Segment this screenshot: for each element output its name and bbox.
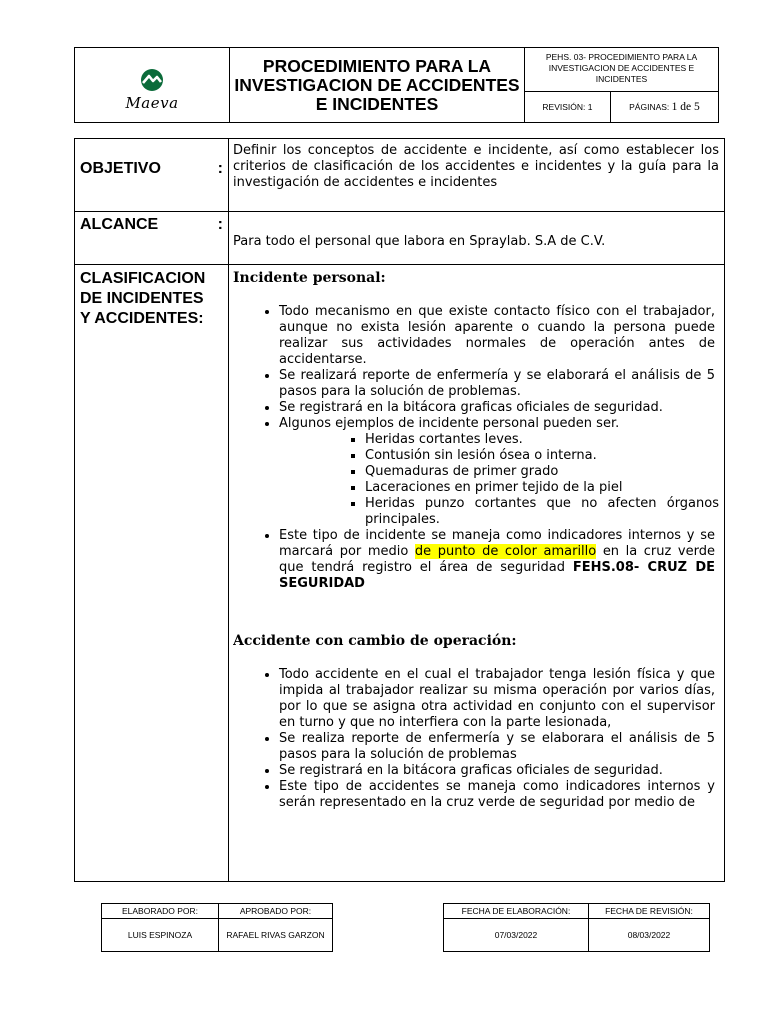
objetivo-label: OBJETIVO <box>80 160 161 177</box>
fecha-revision-label: FECHA DE REVISIÓN: <box>589 904 710 919</box>
alcance-text: Para todo el personal que labora en Spraylab. S.A de C.V. <box>233 234 606 249</box>
list-item: • Se registrará en la bitácora graficas oficiales de seguridad. <box>279 763 719 779</box>
objetivo-label-cell <box>75 139 229 212</box>
pages-value: 1 de 5 <box>671 101 700 113</box>
clasificacion-label-line2: DE INCIDENTES <box>80 290 204 307</box>
example-item: ▪ Quemaduras de primer grado <box>365 464 719 480</box>
document-code: PEHS. 03- PROCEDIMIENTO PARA LA INVESTIGACION DE ACCIDENTES E INCIDENTES <box>525 48 719 92</box>
fecha-elaboracion-label: FECHA DE ELABORACIÓN: <box>444 904 589 919</box>
accidente-heading: Accidente con cambio de operación: <box>233 633 517 649</box>
incidente-list-continued <box>233 528 719 592</box>
document-title: PROCEDIMIENTO PARA LA INVESTIGACION DE ACCIDENTES E INCIDENTES <box>230 48 525 123</box>
list-item: • Todo mecanismo en que existe contacto físico con el trabajador, aunque no exista lesión aparente o cuando la persona puede realizar sus actividades normales de operación antes de accidentarse. <box>279 304 719 368</box>
item-text-after: en la cruz verde que tendrá registro el área de seguridad <box>279 544 715 575</box>
form-reference: FEHS.08- CRUZ DE SEGURIDAD <box>279 560 716 591</box>
aprobado-label: APROBADO POR: <box>219 904 333 919</box>
revision-label: REVISIÓN: 1 <box>525 92 611 123</box>
alcance-cell <box>229 212 725 265</box>
alcance-colon: : <box>217 216 223 233</box>
item-text-before: Este tipo de incidente se maneja como indicadores internos y se marcará por medio <box>279 528 715 559</box>
list-item: • Este tipo de accidentes se maneja como indicadores internos y serán representado en la cruz verde de seguridad por medio de <box>279 779 719 811</box>
objetivo-text: Definir los conceptos de accidente e incidente, así como establecer los criterios de clasificación de los accidentes e incidentes y la guía para la investigación de accidentes e incidentes <box>229 139 725 212</box>
footer-dates-table <box>443 903 710 952</box>
clasificacion-label-cell <box>75 265 229 882</box>
incidente-heading: Incidente personal: <box>233 270 386 286</box>
document-header <box>74 47 719 123</box>
example-item: ▪ Heridas punzo cortantes que no afecten órganos principales. <box>365 496 719 528</box>
fecha-revision-value: 08/03/2022 <box>589 919 710 952</box>
list-item: • Se registrará en la bitácora graficas oficiales de seguridad. <box>279 400 719 416</box>
aprobado-value: RAFAEL RIVAS GARZON <box>219 919 333 952</box>
highlighted-text: de punto de color amarillo <box>414 544 597 559</box>
pages-cell <box>610 92 718 123</box>
list-item: • Todo accidente en el cual el trabajador tenga lesión física y que impida al trabajador realizar su misma operación por varios días, por lo que se asigna otra actividad en conjunto con el supervisor en turno y que no interfiera con la parte lesionada, <box>279 667 719 731</box>
incidente-list <box>233 304 719 432</box>
fecha-elaboracion-value: 07/03/2022 <box>444 919 589 952</box>
pages-label: PÁGINAS: <box>629 102 670 112</box>
alcance-label-cell <box>75 212 229 265</box>
example-item: ▪ Contusión sin lesión ósea o interna. <box>365 448 719 464</box>
elaborado-value: LUIS ESPINOZA <box>102 919 219 952</box>
logo-wordmark: Maeva <box>125 94 179 112</box>
maeva-logo-icon <box>139 68 165 92</box>
alcance-label: ALCANCE <box>80 216 159 233</box>
list-item: • Se realiza reporte de enfermería y se elaborara el análisis de 5 pasos para la solución de problemas <box>279 731 719 763</box>
list-item-highlighted <box>279 528 719 592</box>
logo-cell <box>75 48 230 123</box>
examples-list <box>233 432 719 528</box>
example-item: ▪ Laceraciones en primer tejido de la piel <box>365 480 719 496</box>
accidente-list <box>233 667 719 811</box>
clasificacion-content <box>229 265 725 882</box>
clasificacion-label-line3: Y ACCIDENTES: <box>80 310 204 327</box>
footer-authors-table <box>101 903 333 952</box>
elaborado-label: ELABORADO POR: <box>102 904 219 919</box>
list-item: • Algunos ejemplos de incidente personal pueden ser. <box>279 416 719 432</box>
clasificacion-label-line1: CLASIFICACION <box>80 270 206 287</box>
list-item: • Se realizará reporte de enfermería y se elaborará el análisis de 5 pasos para la solución de problemas. <box>279 368 719 400</box>
objetivo-colon: : <box>217 160 223 177</box>
example-item: ▪ Heridas cortantes leves. <box>365 432 719 448</box>
procedure-body-table <box>74 138 725 882</box>
